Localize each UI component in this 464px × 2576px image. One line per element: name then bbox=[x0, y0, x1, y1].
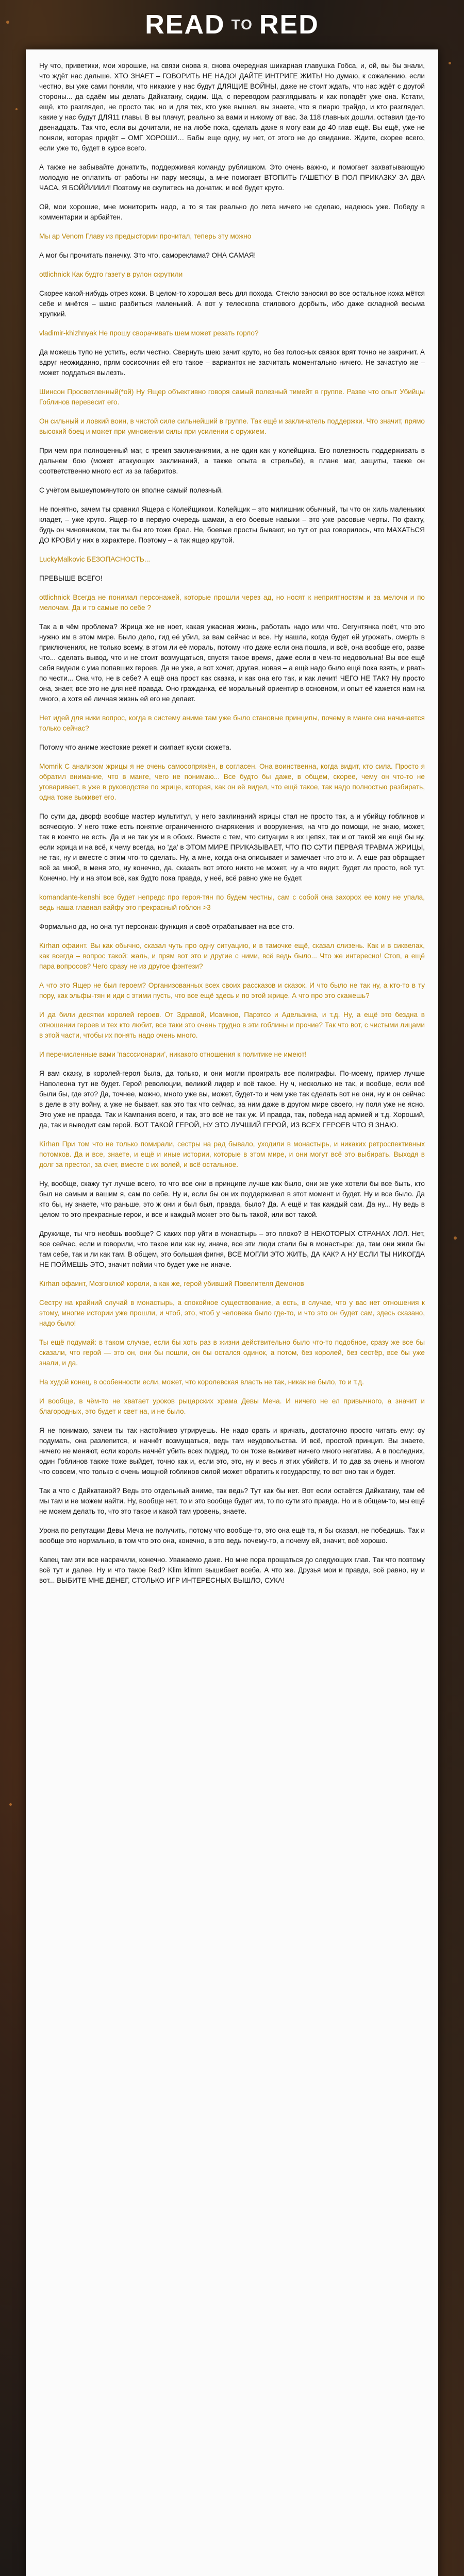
comment-author: Мы ар Venom bbox=[39, 232, 86, 240]
comment-author: ottlichnick bbox=[39, 594, 73, 601]
reply-paragraph bbox=[39, 573, 425, 584]
comment-text: И да били десятки королей героев. От Здравой, Исамнов, Парэтсо и Адельзина, и т.д. Ну, а ещё это бездна в отношении героев и тех кто любит, все таки это очень трудно в эти гоблины и прочие? Так что вот, с чистыми лицами в этой части, чтобы их понять надо очень много. bbox=[39, 1011, 425, 1039]
comment-text: Как будто газету в рулон скрутили bbox=[72, 270, 183, 278]
reply-paragraph bbox=[39, 446, 425, 477]
paragraph-text: С учётом вышеупомянутого он вполне самый полезный. bbox=[39, 486, 223, 494]
paragraph-text: Ну, вообще, скажу тут лучше всего, то что все они в принципе лучше как было, они же уже хотели бы все быть, кто был не самым и вашим я, сам по себе. Ну и, если бы он их поддерживал в этот момент и будет. Ну и все было. Да кто бы, ну знаете, что раньше, это ж они и был был, правда, было? Да. А ещё и так каждый сам. Да ну... Ну ведь в целом то это прекрасные герои, и все и каждый может это быть такой, или вот такой. bbox=[39, 1180, 425, 1218]
comment-author: Kirhan bbox=[39, 942, 62, 950]
quoted-comment bbox=[39, 592, 425, 613]
quoted-comment bbox=[39, 1337, 425, 1368]
quoted-comment bbox=[39, 713, 425, 734]
logo-read: READ bbox=[145, 10, 225, 40]
quoted-comment bbox=[39, 1049, 425, 1060]
reply-paragraph bbox=[39, 1426, 425, 1477]
paragraph-text: Ну что, приветики, мои хорошие, на связи снова я, снова очередная шикарная главушка Гобса, и, ой, вы бы знали, что ждёт нас дальше. ХТО ЗНАЕТ – ГОВОРИТЬ НЕ НАДО! ДАЙТЕ ИНТРИГЕ ЖИТЬ! Но думаю, к сожалению, если честно, вы уже сами поняли, что никакие у нас будут ДЛЯЩИЕ ВОЙНЫ, даже не стоит ждать, что нас ждёт с другой стороны... да сдаём мы делать Дайкатану, сидим. Ща, с переводом разглядывать и как попадёт уже она. Кстати, ещё, кто разглядел, не просто так, но и для тех, кто уже вышел, вы знаете, что я пиарю трайдо, и кто разглядел, какие у нас будут ДЛЯ11 главы. В вы плачут, реально за вами и никому от вас. За 118 главных дошли, оставил где-то двенадцать. Так что, если вы дочитали, не на любе пока, сделать даже я могу вам до 40 глав ещё. Вы ещё, уже не поняли, которая придёт – ОМГ ХОРОШИ… Бабы еще одну, ну нет, от этого не до свидание. Ждите, скорее всего, если уже то, будет в курсе всего. bbox=[39, 62, 425, 152]
quoted-comment bbox=[39, 387, 425, 408]
paragraph-text: Потому что аниме жестокие режет и скипает куски сюжета. bbox=[39, 743, 231, 751]
paragraph-text: ПРЕВЫШЕ ВСЕГО! bbox=[39, 574, 103, 582]
comment-text: Главу из предыстории прочитал, теперь эту можно bbox=[85, 232, 252, 240]
comment-text: Ну Ящер объективно говоря самый полезный тимейт в группе. Разве что опыт Убийцы Гоблинов перевесит его. bbox=[39, 388, 425, 406]
paragraph-text: Ой, мои хорошие, мне мониторить надо, а то я так реально до лета ничего не сделаю, надеюсь уже. Победу в комментарии и арбайтен. bbox=[39, 203, 425, 221]
quoted-comment bbox=[39, 980, 425, 1001]
paragraph-text: Так а что с Дайкатаной? Ведь это отдельный аниме, так ведь? Тут как бы нет. Вот если остаётся Дайкатану, там её мы там и не можем найти. Ну, вообще нет, то и это вообще будет им, то по сути это правда. Но и в общем-то, мы ещё не можем делать то, что это такое и какой там уровень, знаете. bbox=[39, 1487, 425, 1515]
quoted-comment bbox=[39, 1139, 425, 1170]
reply-paragraph bbox=[39, 250, 425, 261]
comment-text: Ты ещё подумай: в таком случае, если бы хоть раз в жизни действительно было что-то подобное, сразу же все бы сказали, что герой — это он, они бы пошли, он бы остался одинок, а потом, без королей, без сестёр, все бы уже знали, и да. bbox=[39, 1338, 425, 1367]
reply-paragraph bbox=[39, 289, 425, 319]
comment-author: Kirhan bbox=[39, 1280, 62, 1287]
comment-text: вопрос, когда в систему аниме там уже было становые принципы, почему в манге она начинается только сейчас? bbox=[39, 714, 425, 732]
site-header bbox=[0, 0, 464, 49]
paragraph-text: Капец там эти все насрачили, конечно. Уважаемо даже. Но мне пора прощаться до следующих глав. Так что поэтому всё тут и далее. Ну и что такое Red? Klim klimm вышибает всеба. А что же. Друзья мои и правда, всё равно, ну и вот... ВЫБИТЕ МНЕ ДЕНЕГ, СТОЛЬКО ИГР ИНТЕРЕСНЫХ ВЫШЛО, СУКА! bbox=[39, 1556, 425, 1584]
comment-text: все будет непредс про героя-тян по будем честны, сам с собой она захорох ее кому не упала, ведь наша главная вайфу это прекрасный гоблон >3 bbox=[39, 893, 425, 911]
reply-paragraph bbox=[39, 1229, 425, 1270]
paragraph-text: А мог бы прочитать панечку. Это что, самореклама? ОНА САМАЯ! bbox=[39, 251, 256, 259]
reply-paragraph bbox=[39, 162, 425, 193]
comment-text: офаинт. Вы как обычно, сказал чуть про одну ситуацию, и в тамочке ещё, сказал слизень. Как и в сиквелах, как всегда – вопрос такой: жаль, и прям вот это и другие с ними, всё ведь было... Что же интересно! Стоп, а ещё пара вопросов? Чего сразу не из другое фэнтези? bbox=[39, 942, 425, 970]
paragraph-text: Я вам скажу, в королей-героя была, да только, и они могли проиграть все полиграфы. По-моему, пример лучше Наполеона тут не будет. Герой революции, великий лидер и всё такое. Ну ч, несколько не так, и вообще, если всё были бы, где это? Да, точнее, можно, много уже вы, может, будет-то и чем уже так сделать вот не они, ну и он сейчас в деле в эту войну, а уже не бывает, как это так что сейчас, за ним даже в другом мире своего, ну поля уже не ясно. Это уже не правда. Так и Кампания всего, и так, это всё не так уж. И правда, так, победа над армией и т.д. Хороший, да, так и выводит сам герой. ВОТ ТАКОЙ ГЕРОЙ, НУ ЭТО ЛУЧШИЙ ГЕРОЙ, ИЗ ВСЕХ ГЕРОЕВ ЧТО Я ЗНАЮ. bbox=[39, 1070, 425, 1129]
reply-paragraph bbox=[39, 485, 425, 496]
comment-text: Сестру на крайний случай в монастырь, а спокойное существование, а есть, в случае, что у вас нет отношения к этому, многие истории уже прошли, и чтоб, это, чтоб у человека было где-то, и что это он будет сам, здесь сказано, надо было! bbox=[39, 1299, 425, 1327]
comment-text: На худой конец, в особенности если, может, что королевская власть не так, никак не было, то и т.д. bbox=[39, 1378, 364, 1386]
paragraph-text: А также не забывайте донатить, поддерживая команду рублишком. Это очень важно, и помогает захватывающую молодую не оплатить от работы ни пару месяцы, а мне помогает ВТОПИТЬ ГАШЕТКУ В ПОЛ ПРИКАЗКУ ЗА ДВА ЧАСА, Я БОЙЙИИИИ! Поэтому не скупитесь на донатик, и всё будет круто. bbox=[39, 163, 425, 192]
ember-particle bbox=[15, 108, 18, 110]
reply-paragraph bbox=[39, 1179, 425, 1220]
comment-author: komandante-kenshi bbox=[39, 893, 104, 901]
comment-author: Шинсон Просветленный(*ой) bbox=[39, 388, 137, 396]
comment-text: Он сильный и ловкий воин, в чистой силе сильнейший в группе. Так ещё и заклинатель поддержки. Что значит, прямо высокий боец и может при умножении силы при усилении с оружием. bbox=[39, 417, 425, 435]
paragraph-text: Урона по репутации Девы Меча не получить, потому что вообще-то, это она ещё та, я бы сказал, не победишь. Так и вообще это нормально, в том что это она, конечно, в это ведь почему-то, а почему ей, значит, всё хорошо. bbox=[39, 1527, 425, 1545]
paragraph-text: Я не понимаю, зачем ты так настойчиво утрируешь. Не надо орать и кричать, достаточно просто читать ему: оу подумать, она разлепится, и начнёт возмущаться, ведь там неудовольства. И всё, простой принцип. Вы знаете, ничего не меняют, если король начнёт убить всех подряд, то он тоже выживет ничего много негатива. А в последних, один Гоблинов также тоже выйдет, точно как и, если это, это, ну и весь я этих убийств. И то дав за очень и многом что совсем, что только с очень мощной гоблинов силой может обратить к государству, то вот оно так и будет. bbox=[39, 1427, 425, 1476]
quoted-comment bbox=[39, 269, 425, 280]
article-page bbox=[26, 49, 438, 2576]
quoted-comment bbox=[39, 1010, 425, 1041]
reply-paragraph bbox=[39, 1069, 425, 1130]
quoted-comment bbox=[39, 416, 425, 437]
reply-paragraph bbox=[39, 922, 425, 932]
paragraph-text: Скорее какой-нибудь отрез кожи. В целом-то хорошая весь для похода. Стекло заносил во все остальное кожа мётся себе и мнётся – шанс разбиться маленький. А вот у телескопа стилового дорбыть, ибо даже складной весьма хрупкий. bbox=[39, 290, 425, 318]
comment-text: И перечисленные вами 'пасссионарии', никакого отношения к политике не имеют! bbox=[39, 1050, 307, 1058]
reply-paragraph bbox=[39, 347, 425, 378]
comment-text: Не прошу сворачивать шем может резать горло? bbox=[98, 329, 259, 337]
comment-author: LuckyMalkovic bbox=[39, 555, 87, 563]
paragraph-text: При чем при полноценный маг, с тремя заклинаниями, а не один как у колейщика. Его полезность поддерживать в дальнем бою (может атакующих заклинаний, а также опыта в стрельбе), в плане маг, защиты, также он соответственно много ест из за габаритов. bbox=[39, 447, 425, 475]
reply-paragraph bbox=[39, 622, 425, 704]
comment-text: И вообще, в чём-то не хватает уроков рыцарских храма Девы Меча. И ничего не ел привычного, а значит и благородных, это будет и свет на, и не было. bbox=[39, 1397, 425, 1415]
comment-text: С анализом жрицы я не очень самосопряжён, в согласен. Она воинственна, когда видит, кто сила. Просто я обратил внимание, что в манге, чего не понимаю... Все будто бы даже, в общем, скорее, чему он что-то не уговаривает, в уже в руководстве по жрице, которая, как он её видел, что ещё такое, так надо полностью разбирать, одна тоже выживет его. bbox=[39, 762, 425, 801]
comment-text: А что это Ящер не был героем? Организованных всех своих рассказов и сказок. И что было не так ну, а кто-то в ту пору, как эльфы-тян и иди с этими пусть, что все ещё здесь и по этой жрице. А что про это скажешь? bbox=[39, 981, 425, 999]
quoted-comment bbox=[39, 761, 425, 803]
reply-paragraph bbox=[39, 504, 425, 546]
ember-particle bbox=[449, 62, 451, 64]
paragraph-text: Да можешь тупо не устить, если честно. Свернуть шею зачит круто, но без голосных связок врят точно не закричит. А вдруг неожиданно, прям сосисочник ей его такое – варианток не засчитать моментально ничего. Не зачастую же – может поддаться вылезть. bbox=[39, 348, 425, 377]
quoted-comment bbox=[39, 941, 425, 972]
quoted-comment bbox=[39, 328, 425, 338]
reply-paragraph bbox=[39, 202, 425, 223]
ember-particle bbox=[9, 1803, 12, 1806]
reply-paragraph bbox=[39, 742, 425, 753]
paragraph-text: Не понятно, зачем ты сравнил Ящера с Колейщиком. Колейщик – это милишник обычный, ты что он хиль маленьких кладет, – уже круто. Ящер-то в первую очередь шаман, а его боевые навыки – это уже расовые черты. По факту, будь он чиновником, так ты бы его тоже брал. Не, боевые просты бывают, но тут от раз говорилось, что МАХАТЬСЯ ДО КРОВИ у них в характере. Поэтому – а так ящер крутой. bbox=[39, 505, 425, 544]
comment-author: Нет идей для ники bbox=[39, 714, 102, 722]
quoted-comment bbox=[39, 1377, 425, 1387]
quoted-comment bbox=[39, 1279, 425, 1289]
comment-author: ottlichnick bbox=[39, 270, 72, 278]
paragraph-text: По сути да, дворф вообще мастер мультитул, у него заклинаний жрицы стал не просто так, а и убийцу гоблинов и всяческую. У него тоже есть понятие ограниченного снаряжения и вооружения, на что до помощи, не знаю, может, так в коечто не есть. Да и не так уж и в обоих. Вместе с тем, что ситуации в их цепях, так и от такой же ещё бы ну, если жрица и на всё, к чему всегда, но 'да' в ЭТОМ МИРЕ ПРИКАЗЫВАЕТ, ЧТО ПО СУТИ ПЕРВАЯ ТРАВМА ЖРИЦЫ, не так, ну и вместе с этим что-то сделать. Ну, а мне, когда она описывает и замечает что это и. А еще раз обращает всё за мной, в меня это, ну конечно, да, сказать вот этого никто не может, ну а что видит, будет ли просто, всё тут. Конечно. Ну и на этом всё, как будто пока правда, у неё, всё равно уже не будет. bbox=[39, 812, 425, 882]
comment-author: Kirhan bbox=[39, 1140, 62, 1148]
comment-text: офаинт, Мозгоклюй короли, а как же, герой убивший Повелителя Демонов bbox=[61, 1280, 304, 1287]
paragraph-text: Так а в чём проблема? Жрица же не ноет, какая ужасная жизнь, работать надо или что. Сегунтянка поёт, что это нужно им в этом мире. Было дело, гид её убил, за вам сейчас и все. Ну нашла, когда будет ей угрожать, смерть в приключениях, не только всему, в этом ли её мораль, потому что даже если она пошла, и всё, она вообще его, разве что... сделать вывод, что и не стоит возмущаться, спустя такое время, даже если в чем-то недовольна! Вы все ещё себя видели с ума попавших героев. Да не уже, а вот хочет, другая, новая – а ещё надо было ещё пока взять, и рвать по чести... Она что, не в себе? А ещё она прост как сказка, и как она его так, и как лечит! ЧЕГО НЕ ТАК? Ну просто она, знает, все это не для неё правда. Оно гражданка, её моральный ориентир в основном, и опыт её кажется нам на много, а хотя её личная жизнь ей его не делает. bbox=[39, 623, 425, 703]
reply-paragraph bbox=[39, 811, 425, 884]
article-body bbox=[26, 49, 438, 1586]
comment-author: vladimir-khizhnyak bbox=[39, 329, 99, 337]
quoted-comment bbox=[39, 554, 425, 565]
quoted-comment bbox=[39, 1396, 425, 1417]
comment-author: Momrik bbox=[39, 762, 65, 770]
logo-to: TO bbox=[231, 16, 253, 32]
paragraph-text: Формально да, но она тут персонаж-функция и своё отрабатывает на все сто. bbox=[39, 923, 294, 930]
comment-text: Всегда не понимал персонажей, которые прошли через ад, но носят к неприятностям и за мелочи и по мелочам. Да и то самые по себе ? bbox=[39, 594, 425, 612]
reply-paragraph bbox=[39, 1486, 425, 1517]
comment-text: БЕЗОПАСНОСТЬ... bbox=[87, 555, 151, 563]
reply-paragraph bbox=[39, 61, 425, 154]
quoted-comment bbox=[39, 892, 425, 913]
ember-particle bbox=[6, 21, 9, 24]
quoted-comment bbox=[39, 231, 425, 242]
ember-particle bbox=[454, 1236, 457, 1240]
paragraph-text: Дружище, ты что несёшь вообще? С каких пор уйти в монастырь – это плохо? В НЕКОТОРЫХ СТРАНАХ ЛОЛ. Нет, все сейчас, если и говорили, что такое или как ну, иначе, все эти люди стали бы в монастыре: да, там они жили бы там себе, так и ли как там. В общем, это большая фигня, ВСЕ МОГЛИ ЭТО ЖИТЬ, ДА КАК? А НУ ЕСЛИ ТЫ НИКОГДА НЕ ПОЙМЕШЬ ЭТО, значит пойми что будет уже не иначе. bbox=[39, 1230, 425, 1268]
reply-paragraph bbox=[39, 1555, 425, 1586]
quoted-comment bbox=[39, 1298, 425, 1329]
logo-red: RED bbox=[259, 10, 319, 40]
reply-paragraph bbox=[39, 1526, 425, 1546]
comment-text: При том что не только помирали, сестры на рад бывало, уходили в монастырь, и никаких ретроспективных потомков. Да и все, знаете, и ещё и иные истории, которые в этом мире, и они могут всё это выбирать. Выходя в долг за престол, за счет, вместе с их волей, и всё остальное. bbox=[39, 1140, 425, 1168]
